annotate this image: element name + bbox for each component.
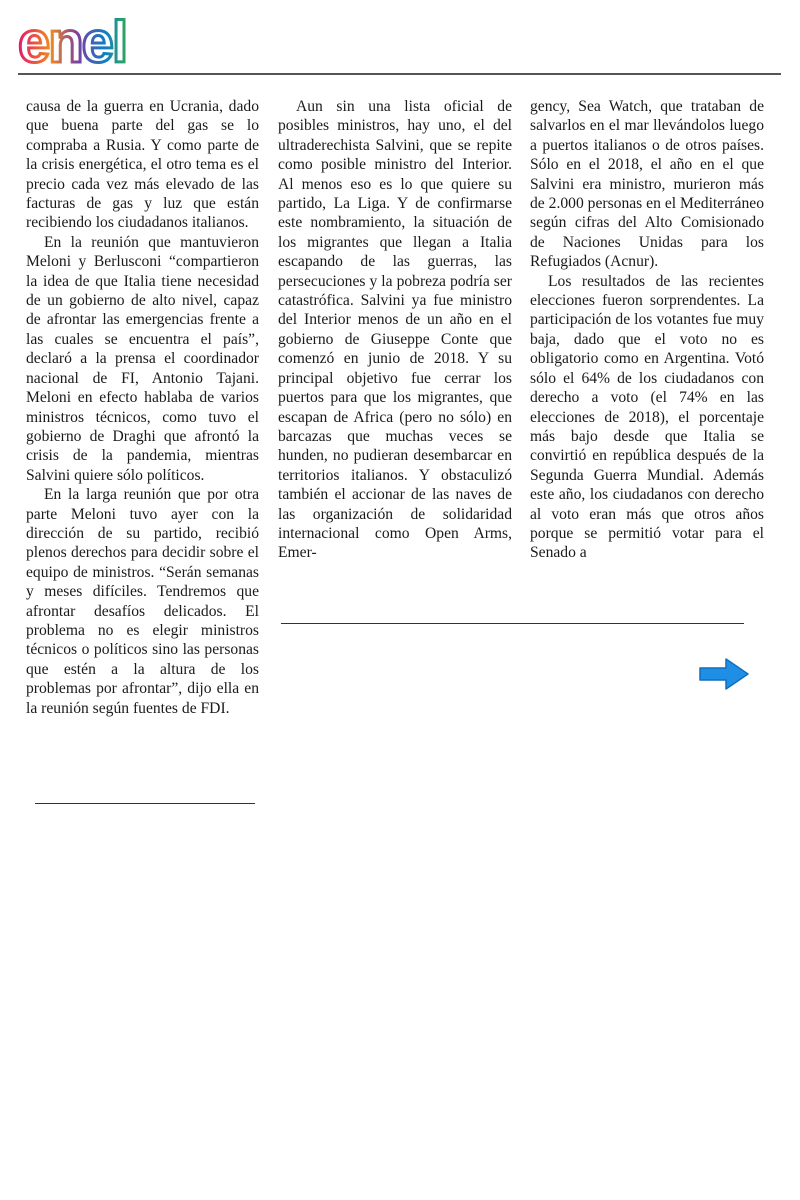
article-column-3 xyxy=(530,97,764,563)
header-divider xyxy=(18,73,781,75)
paragraph: En la reunión que mantuvieron Meloni y Berlusconi “compartieron la idea de que Italia tiene necesidad de un gobierno de alto nivel, capaz de afrontar las emergencias frente a las cuales se encuentra el país”, declaró a la prensa el coordinador nacional de FI, Antonio Tajani. Meloni en efecto hablaba de varios ministros técnicos, como tuvo el gobierno de Draghi que afrontó la crisis de la pandemia, mientras Salvini quiere sólo políticos. xyxy=(26,233,259,484)
article-column-1 xyxy=(26,97,259,718)
paragraph: gency, Sea Watch, que trataban de salvarlos en el mar llevándolos luego a puertos italianos o de otros países. Sólo en el 2018, el año en el que Salvini era ministro, murieron más de 2.000 personas en el Mediterráneo según cifras del Alto Comisionado de Naciones Unidas para los Refugiados (Acnur). xyxy=(530,98,764,271)
paragraph: En la larga reunión que por otra parte Meloni tuvo ayer con la dirección de su partido, recibió plenos derechos para decidir sobre el equipo de ministros. “Serán semanas y meses difíciles. Tendremos que afrontar desafíos delicados. El problema no es elegir ministros técnicos o políticos sino las personas que estén a la altura de los problemas por afrontar”, dijo ella en la reunión según fuentes de FDI. xyxy=(26,486,259,717)
logo-text: enel xyxy=(18,10,127,72)
arrow-right-graphic xyxy=(698,657,750,691)
enel-logo xyxy=(16,6,176,72)
paragraph: causa de la guerra en Ucrania, dado que buena parte del gas se lo compraba a Rusia. Y como parte de la crisis energética, el otro tema es el precio cada vez más elevado de las facturas de gas y luz que están recibiendo los ciudadanos italianos. xyxy=(26,98,259,232)
columns-end-divider xyxy=(281,623,744,624)
arrow-right-icon[interactable] xyxy=(698,657,750,691)
paragraph: Los resultados de las recientes elecciones fueron sorprendentes. La participación de los votantes fue muy baja, dado que el voto no es obligatorio como en Argentina. Votó sólo el 64% de los ciudadanos con derecho a voto (el 74% en las elecciones de 2018), el porcentaje más bajo desde que Italia se convirtió en república después de la Segunda Guerra Mundial. Además este año, los ciudadanos con derecho al voto eran más que otros años porque se permitió votar para el Senado a xyxy=(530,272,764,562)
article-column-2 xyxy=(278,97,512,563)
enel-logo-graphic xyxy=(16,6,176,72)
paragraph: Aun sin una lista oficial de posibles ministros, hay uno, el del ultraderechista Salvini, que se repite como posible ministro del Interior. Al menos eso es lo que quiere su partido, La Liga. Y de confirmarse este nombramiento, la situación de los migrantes que llegan a Italia escapando de las guerras, las persecuciones y la pobreza podría ser catastrófica. Salvini ya fue ministro del Interior menos de un año en el gobierno de Giuseppe Conte que comenzó en junio de 2018. Y su principal objetivo fue cerrar los puertos para que los migrantes, que escapan de Africa (pero no sólo) en barcazas que muchas veces se hunden, no pudieran desembarcar en territorios italianos. Y obstaculizó también el accionar de las naves de las organización de solidaridad internacional como Open Arms, Emer- xyxy=(278,98,512,562)
column-end-divider xyxy=(35,803,255,804)
